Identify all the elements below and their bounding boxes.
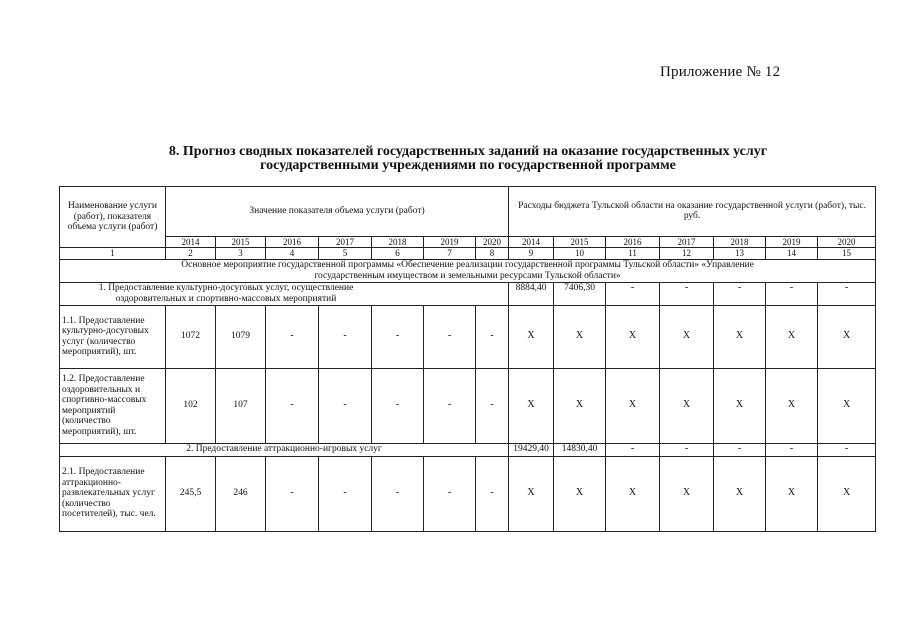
header-name-column: Наименование услуги (работ), показателя объема услуги (работ)	[60, 187, 166, 248]
col-number: 6	[372, 248, 424, 260]
value-cell: 245,5	[166, 456, 216, 531]
expense-cell: -	[818, 443, 876, 456]
appendix-number: Приложение № 12	[660, 64, 781, 80]
year-cell: 2020	[818, 236, 876, 248]
row-name: 1.1. Предоставление культурно-досуговых услуг (количество мероприятий), шт.	[60, 305, 166, 368]
expense-cell: X	[714, 456, 766, 531]
expense-cell: -	[766, 443, 818, 456]
expense-cell: X	[660, 305, 714, 368]
title-line-1: 8. Прогноз сводных показателей государственных заданий на оказание государственных услуг	[168, 144, 768, 159]
value-cell: -	[424, 305, 476, 368]
expense-cell: X	[509, 456, 554, 531]
col-number: 10	[554, 248, 606, 260]
expense-cell: X	[714, 305, 766, 368]
value-cell: -	[266, 305, 319, 368]
expense-cell: -	[766, 282, 818, 305]
row-name: 1.2. Предоставление оздоровительных и спортивно-массовых мероприятий (количество мероприятий), шт.	[60, 368, 166, 443]
expense-cell: X	[554, 368, 606, 443]
expense-cell: X	[660, 456, 714, 531]
main-event-row	[60, 259, 876, 282]
expense-cell: -	[714, 282, 766, 305]
year-cell: 2014	[166, 236, 216, 248]
col-number: 2	[166, 248, 216, 260]
value-cell: -	[424, 368, 476, 443]
value-cell: -	[372, 305, 424, 368]
year-cell: 2019	[424, 236, 476, 248]
expense-cell: X	[818, 368, 876, 443]
expense-cell: -	[660, 282, 714, 305]
expense-cell: -	[714, 443, 766, 456]
table-row	[60, 368, 876, 443]
value-cell: -	[372, 456, 424, 531]
expense-cell: X	[766, 305, 818, 368]
year-cell: 2016	[606, 236, 660, 248]
col-number: 9	[509, 248, 554, 260]
section-row	[60, 443, 876, 456]
expense-cell: -	[606, 282, 660, 305]
years-row	[60, 236, 876, 248]
value-cell: -	[319, 456, 372, 531]
year-cell: 2014	[509, 236, 554, 248]
col-number: 11	[606, 248, 660, 260]
value-cell: -	[476, 305, 509, 368]
main-event-title: Основное мероприятие государственной программы «Обеспечение реализации государственной программы Тульской области» «Управление государственным имуществом и земельными ресурсами Тульской области»	[60, 259, 876, 282]
col-number: 13	[714, 248, 766, 260]
value-cell: 1072	[166, 305, 216, 368]
col-number: 14	[766, 248, 818, 260]
expense-cell: X	[554, 305, 606, 368]
table-row	[60, 305, 876, 368]
expense-cell: X	[766, 456, 818, 531]
section-title: 1. Предоставление культурно-досуговых услуг, осуществление оздоровительных и спортивно-массовых мероприятий	[60, 282, 509, 305]
expense-cell: 8884,40	[509, 282, 554, 305]
value-cell: -	[424, 456, 476, 531]
value-cell: 102	[166, 368, 216, 443]
expense-cell: X	[714, 368, 766, 443]
document-title	[60, 145, 876, 173]
col-number: 1	[60, 248, 166, 260]
expense-cell: 7406,30	[554, 282, 606, 305]
value-cell: 107	[216, 368, 266, 443]
expense-cell: X	[606, 456, 660, 531]
year-cell: 2018	[714, 236, 766, 248]
expense-cell: X	[660, 368, 714, 443]
value-cell: -	[476, 456, 509, 531]
year-cell: 2017	[660, 236, 714, 248]
value-cell: 246	[216, 456, 266, 531]
expense-cell: 19429,40	[509, 443, 554, 456]
section-row	[60, 282, 876, 305]
row-name: 2.1. Предоставление аттракционно-развлекательных услуг (количество посетителей), тыс. чел.	[60, 456, 166, 531]
expense-cell: X	[766, 368, 818, 443]
value-cell: -	[266, 368, 319, 443]
value-cell: -	[319, 368, 372, 443]
value-cell: 1079	[216, 305, 266, 368]
year-cell: 2017	[319, 236, 372, 248]
expense-cell: X	[606, 305, 660, 368]
expense-cell: X	[509, 305, 554, 368]
col-number: 4	[266, 248, 319, 260]
expense-cell: 14830,40	[554, 443, 606, 456]
expense-cell: X	[554, 456, 606, 531]
section-title: 2. Предоставление аттракционно-игровых услуг	[60, 443, 509, 456]
table-row	[60, 456, 876, 531]
forecast-table	[59, 186, 876, 532]
expense-cell: X	[818, 305, 876, 368]
col-number: 15	[818, 248, 876, 260]
year-cell: 2019	[766, 236, 818, 248]
expense-cell: X	[509, 368, 554, 443]
year-cell: 2015	[216, 236, 266, 248]
header-expense-group: Расходы бюджета Тульской области на оказание государственной услуги (работ), тыс. руб.	[509, 187, 876, 237]
year-cell: 2020	[476, 236, 509, 248]
col-number: 8	[476, 248, 509, 260]
col-number: 3	[216, 248, 266, 260]
year-cell: 2016	[266, 236, 319, 248]
col-number: 12	[660, 248, 714, 260]
value-cell: -	[319, 305, 372, 368]
expense-cell: -	[606, 443, 660, 456]
value-cell: -	[266, 456, 319, 531]
expense-cell: -	[818, 282, 876, 305]
value-cell: -	[372, 368, 424, 443]
expense-cell: -	[660, 443, 714, 456]
expense-cell: X	[818, 456, 876, 531]
value-cell: -	[476, 368, 509, 443]
expense-cell: X	[606, 368, 660, 443]
header-volume-group: Значение показателя объема услуги (работ)	[166, 187, 509, 237]
col-number: 5	[319, 248, 372, 260]
year-cell: 2018	[372, 236, 424, 248]
year-cell: 2015	[554, 236, 606, 248]
col-number: 7	[424, 248, 476, 260]
title-line-2: государственными учреждениями по государственной программе	[260, 158, 676, 173]
column-numbers-row	[60, 248, 876, 260]
